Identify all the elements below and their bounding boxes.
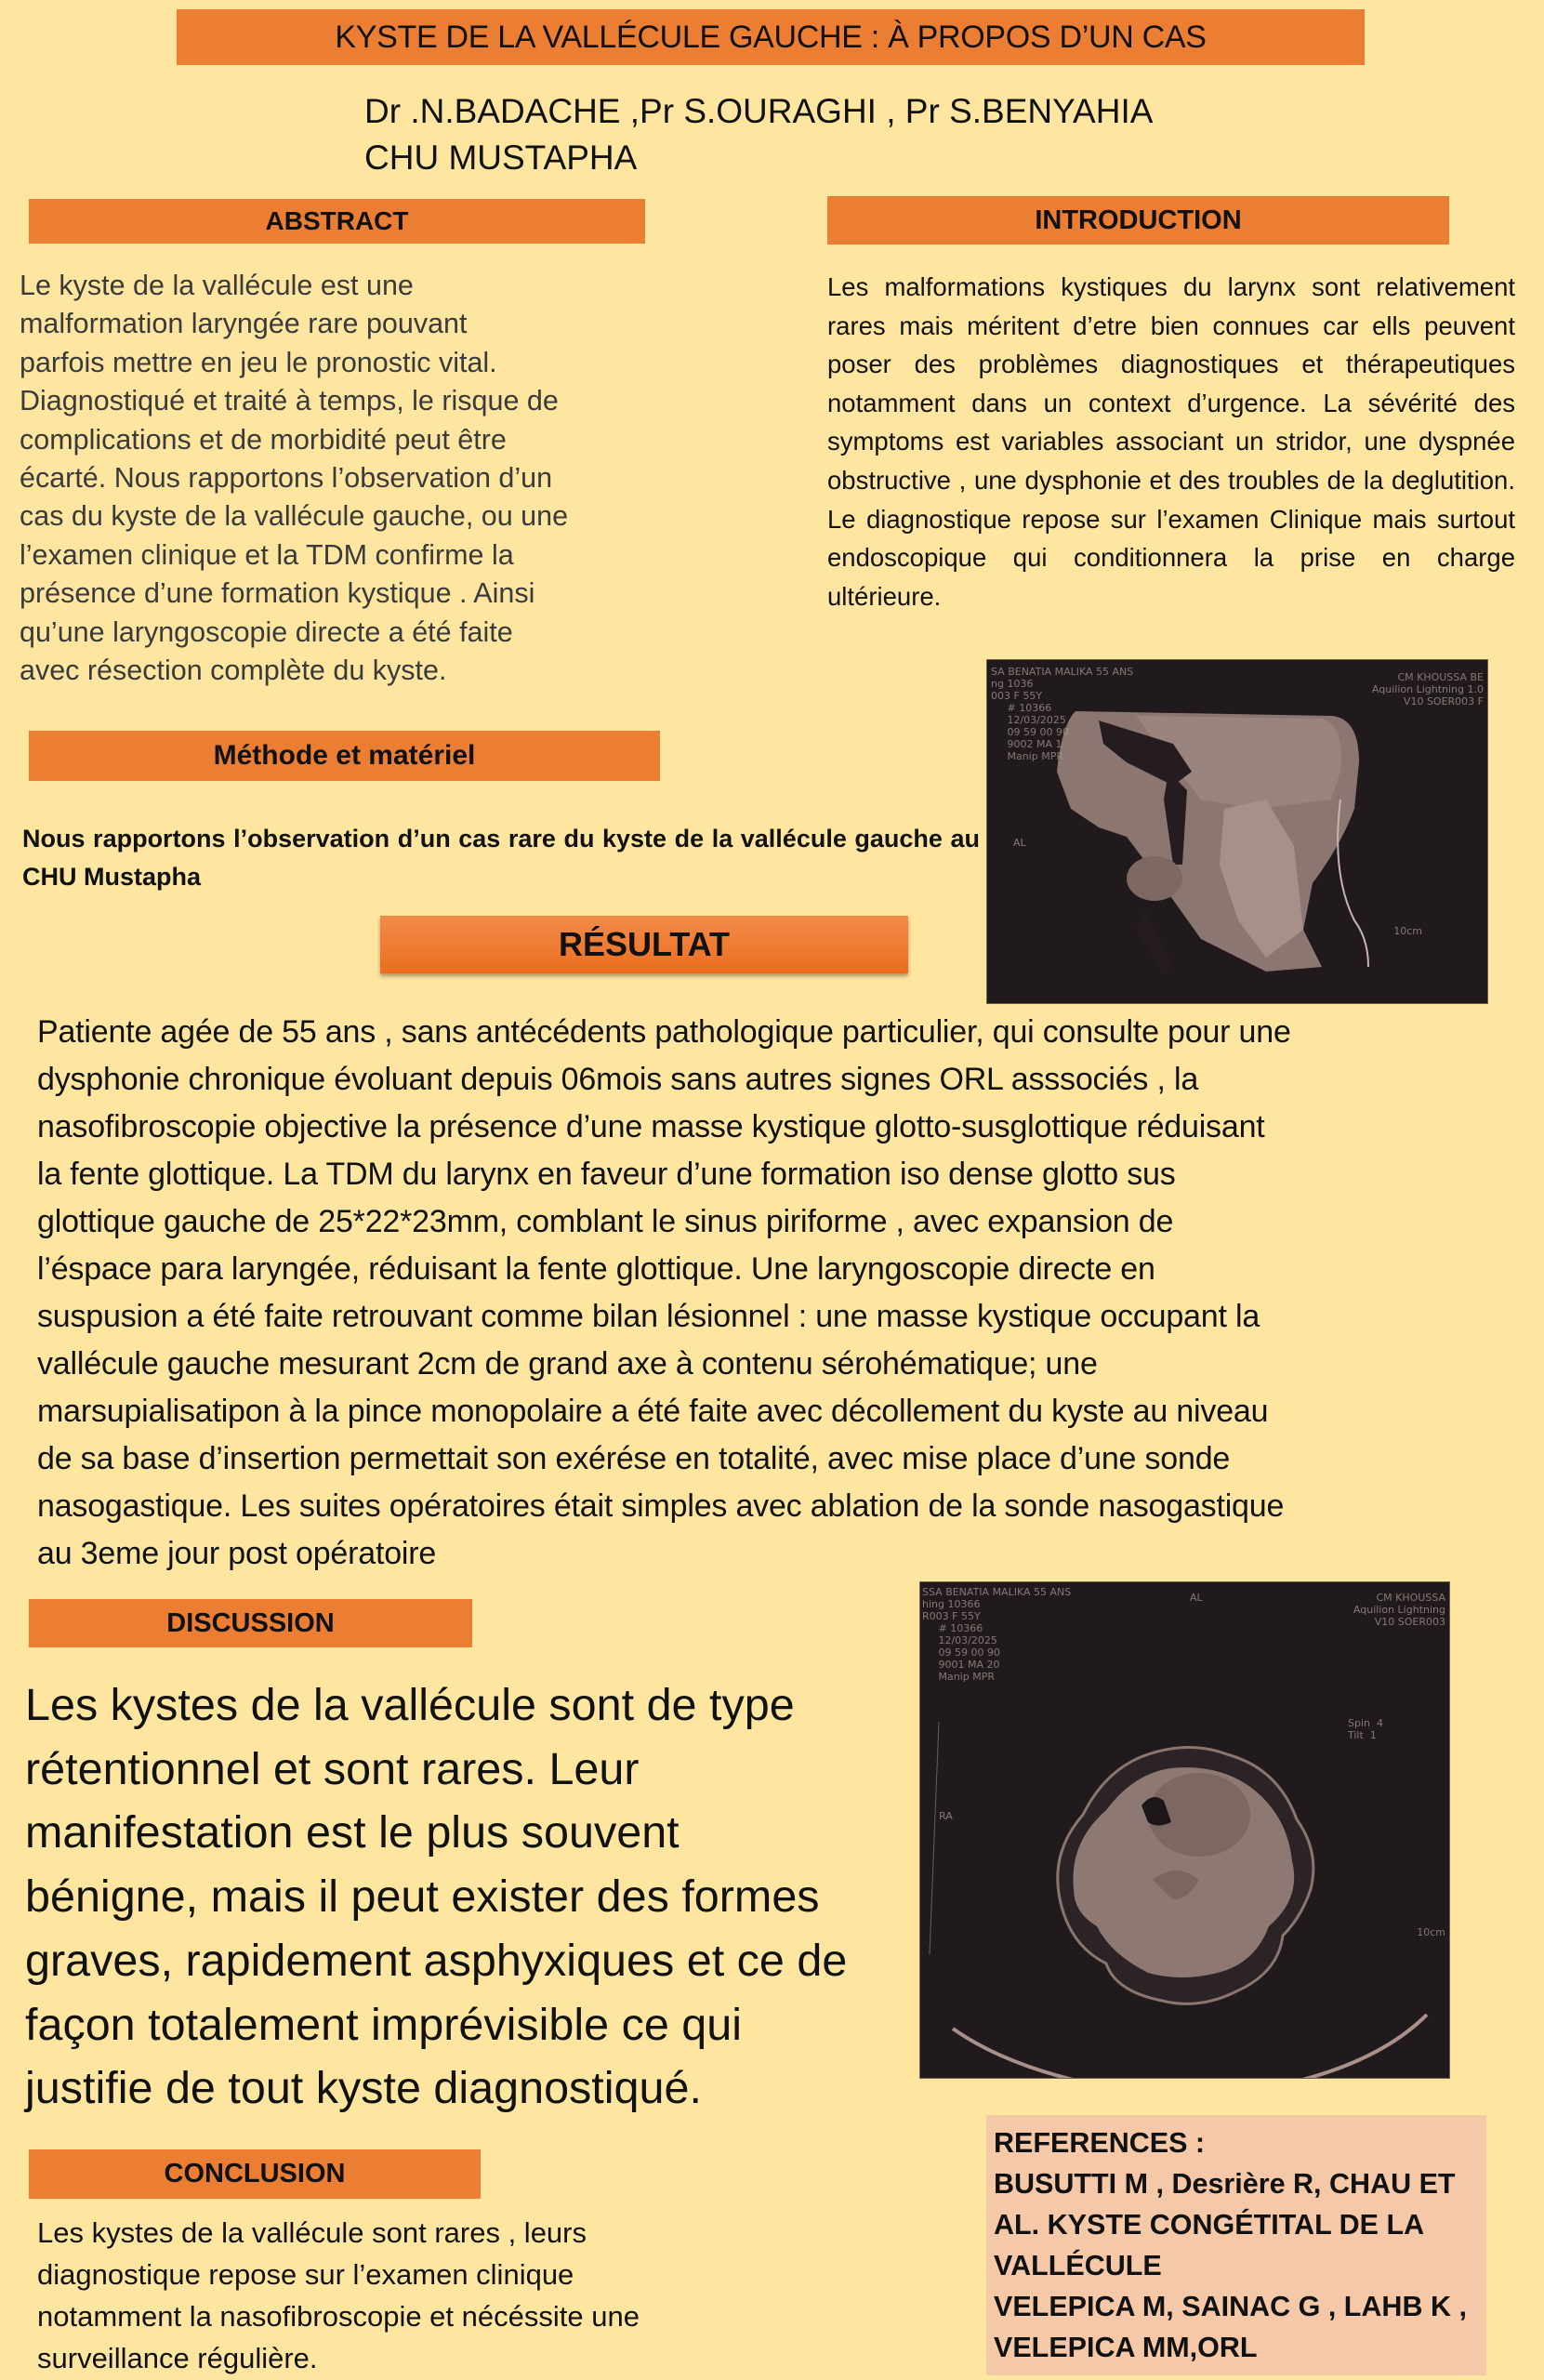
- axial-ct-scale-label: 10cm: [1417, 1926, 1445, 1938]
- sagittal-ct-scale-label: 10cm: [1393, 925, 1422, 937]
- abstract-line: présence d’une formation kystique . Ainsi: [20, 577, 535, 610]
- results-body: [37, 1009, 1524, 1578]
- conclusion-line: notamment la nasofibroscopie et nécéssite une: [37, 2300, 640, 2333]
- reference-line: AL. KYSTE CONGÉTITAL DE LA: [994, 2209, 1425, 2241]
- results-line: l’éspace para laryngée, réduisant la fente glottique. Une laryngoscopie directe en: [37, 1251, 1155, 1287]
- axial-ct-top-label: AL: [1190, 1592, 1203, 1604]
- discussion-line: rétentionnel et sont rares. Leur: [25, 1743, 640, 1794]
- introduction-body: Les malformations kystiques du larynx sont relativement rares mais méritent d’etre bien connues car ells peuvent poser des problèmes diagnostiques et thérapeutiques notamment dans un context d’urgence. La sévérité des symptoms est variables associant un stridor, une dyspnée obstructive , une dysphonie et des troubles de la deglutition. Le diagnostique repose sur l’examen Clinique mais surtout endoscopique qui conditionnera la prise en charge ultérieure.: [827, 272, 1515, 611]
- abstract-line: Le kyste de la vallécule est une: [20, 270, 414, 301]
- conclusion-line: diagnostique repose sur l’examen clinique: [37, 2258, 574, 2291]
- conclusion-body: [37, 2212, 781, 2379]
- reference-line: BUSUTTI M , Desrière R, CHAU ET: [994, 2168, 1456, 2200]
- abstract-line: avec résection complète du kyste.: [20, 654, 447, 687]
- references-box: [986, 2115, 1486, 2375]
- abstract-line: l’examen clinique et la TDM confirme la: [20, 538, 514, 571]
- conclusion-line: Les kystes de la vallécule sont rares , leurs: [37, 2216, 587, 2249]
- poster-title: KYSTE DE LA VALLÉCULE GAUCHE : À PROPOS D’UN CAS: [177, 9, 1365, 65]
- results-heading: RÉSULTAT: [380, 916, 908, 973]
- discussion-body: [25, 1673, 927, 2121]
- abstract-line: Diagnostiqué et traité à temps, le risque de: [20, 385, 559, 417]
- conclusion-line: surveillance régulière.: [37, 2342, 318, 2374]
- results-line: dysphonie chronique évoluant depuis 06mois sans autres signes ORL asssociés , la: [37, 1062, 1199, 1097]
- abstract-heading: ABSTRACT: [29, 199, 645, 244]
- results-line: nasogastique. Les suites opératoires était simples avec ablation de la sonde nasogastique: [37, 1488, 1285, 1524]
- discussion-line: graves, rapidement asphyxiques et ce de: [25, 1935, 848, 1986]
- results-line: Patiente agée de 55 ans , sans antécédents pathologique particulier, qui consulte pour une: [37, 1014, 1291, 1050]
- discussion-line: bénigne, mais il peut exister des formes: [25, 1871, 820, 1923]
- results-line: la fente glottique. La TDM du larynx en faveur d’une formation iso dense glotto sus: [37, 1157, 1176, 1192]
- abstract-line: écarté. Nous rapportons l’observation d’un: [20, 462, 553, 495]
- sagittal-ct-image: [986, 659, 1488, 1004]
- sagittal-ct-side-label: AL: [1013, 837, 1026, 849]
- sagittal-ct-overlay-left: SA BENATIA MALIKA 55 ANS ng 1036 003 F 55Y # 10366 12/03/2025 09 59 00 90 9002 MA 1 Manip MPR: [991, 666, 1134, 762]
- results-line: vallécule gauche mesurant 2cm de grand axe à contenu sérohématique; une: [37, 1346, 1098, 1382]
- results-line: glottique gauche de 25*22*23mm, comblant le sinus piriforme , avec expansion de: [37, 1204, 1174, 1239]
- reference-line: VELEPICA MM,ORL: [994, 2332, 1258, 2363]
- institution: CHU MUSTAPHA: [364, 139, 638, 177]
- results-line: au 3eme jour post opératoire: [37, 1536, 437, 1571]
- reference-line: VALLÉCULE: [994, 2250, 1162, 2281]
- axial-ct-image: [919, 1581, 1450, 2079]
- discussion-line: justifie de tout kyste diagnostiqué.: [25, 2063, 702, 2114]
- axial-ct-overlay-right: CM KHOUSSA Aquilion Lightning V10 SOER003: [1353, 1592, 1445, 1628]
- results-line: nasofibroscopie objective la présence d’une masse kystique glotto-susglottique réduisant: [37, 1109, 1265, 1144]
- authors-block: [364, 88, 1153, 181]
- conclusion-heading: CONCLUSION: [29, 2149, 481, 2199]
- author-names: Dr .N.BADACHE ,Pr S.OURAGHI , Pr S.BENYAHIA: [364, 92, 1154, 130]
- results-line: de sa base d’insertion permettait son exérése en totalité, avec mise place d’une sonde: [37, 1441, 1231, 1476]
- abstract-line: complications et de morbidité peut être: [20, 423, 507, 456]
- axial-ct-overlay-left: SSA BENATIA MALIKA 55 ANS hing 10366 R003 F 55Y # 10366 12/03/2025 09 59 00 90 9001 MA 20 Manip MPR: [922, 1586, 1072, 1683]
- axial-ct-side-label: RA: [939, 1810, 953, 1822]
- methods-heading: Méthode et matériel: [29, 731, 660, 781]
- abstract-line: qu’une laryngoscopie directe a été faite: [20, 615, 513, 648]
- discussion-heading: DISCUSSION: [29, 1599, 472, 1647]
- references-heading: REFERENCES :: [994, 2127, 1206, 2159]
- results-line: marsupialisatipon à la pince monopolaire a été faite avec décollement du kyste au niveau: [37, 1394, 1269, 1429]
- introduction-heading: INTRODUCTION: [827, 196, 1449, 245]
- sagittal-ct-overlay-right: CM KHOUSSA BE Aquilion Lightning 1.0 V10 SOER003 F: [1371, 671, 1484, 707]
- discussion-line: façon totalement imprévisible ce qui: [25, 1999, 743, 2050]
- abstract-line: malformation laryngée rare pouvant: [20, 308, 468, 340]
- discussion-line: Les kystes de la vallécule sont de type: [25, 1680, 795, 1730]
- axial-ct-spin-label: Spin 4 Tilt 1: [1348, 1717, 1383, 1741]
- discussion-line: manifestation est le plus souvent: [25, 1807, 680, 1858]
- methods-body: Nous rapportons l’observation d’un cas rare du kyste de la vallécule gauche au CHU Mustapha: [22, 825, 980, 891]
- abstract-body: [20, 267, 652, 690]
- results-line: suspusion a été faite retrouvant comme bilan lésionnel : une masse kystique occupant la: [37, 1299, 1260, 1334]
- abstract-line: parfois mettre en jeu le pronostic vital.: [20, 346, 497, 378]
- reference-line: VELEPICA M, SAINAC G , LAHB K ,: [994, 2291, 1467, 2322]
- abstract-line: cas du kyste de la vallécule gauche, ou une: [20, 500, 569, 533]
